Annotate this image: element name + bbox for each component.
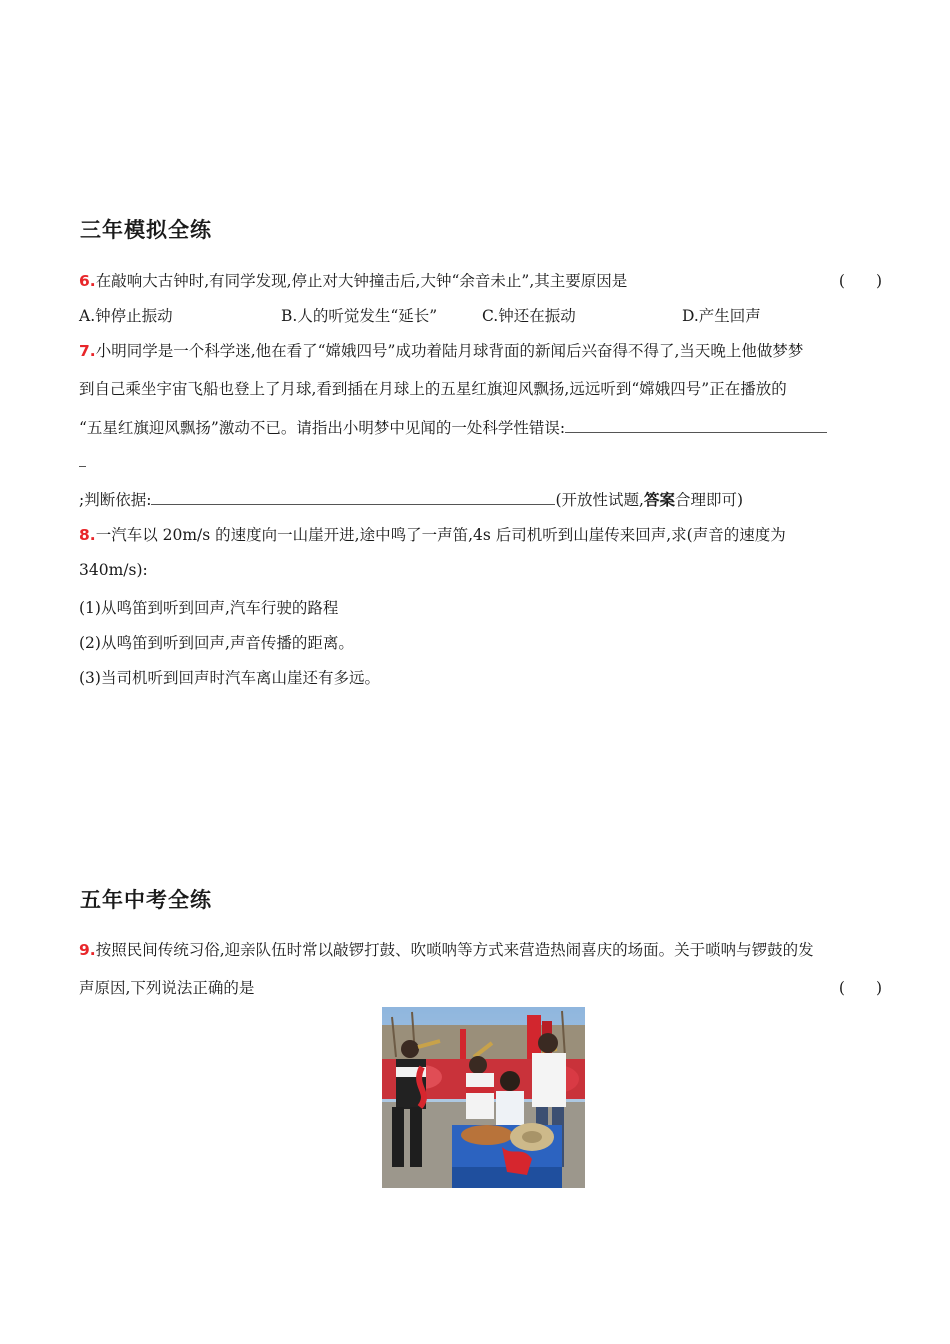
question-6-text: 在敲响大古钟时,有同学发现,停止对大钟撞击后,大钟“余音未止”,其主要原因是 — [95, 272, 628, 290]
question-9-line-1 — [79, 938, 814, 960]
question-8-text-1: 一汽车以 20m/s 的速度向一山崖开进,途中鸣了一声笛,4s 后司机听到山崖传来回声,求(声音的速度为 — [95, 526, 786, 544]
question-9-line-2: 声原因,下列说法正确的是 — [79, 979, 255, 997]
question-6-answer-paren: ( ) — [838, 272, 882, 290]
question-6-option-c: C.钟还在振动 — [482, 307, 576, 325]
basis-answer-blank[interactable] — [151, 490, 555, 505]
question-8-number: 8. — [79, 526, 96, 544]
answer-word: 答案 — [643, 491, 675, 509]
error-answer-blank[interactable] — [565, 418, 827, 433]
question-7-line-1 — [79, 339, 803, 361]
question-9-text-1: 按照民间传统习俗,迎亲队伍时常以敲锣打鼓、吹唢呐等方式来营造热闹喜庆的场面。关于唢呐与锣鼓的发 — [95, 941, 814, 959]
error-answer-blank-continued[interactable] — [79, 452, 86, 471]
question-6 — [79, 269, 627, 291]
basis-label: ;判断依据: — [79, 491, 152, 509]
question-6-option-d: D.产生回声 — [682, 307, 761, 325]
open-question-note-end: 合理即可) — [674, 491, 744, 509]
question-9-number: 9. — [79, 941, 96, 959]
section-title-three-year: 三年模拟全练 — [80, 218, 212, 242]
question-8-line-2: 340m/s): — [79, 561, 148, 579]
question-9-answer-paren: ( ) — [838, 979, 882, 997]
section-title-five-year: 五年中考全练 — [80, 888, 212, 912]
question-6-number: 6. — [79, 272, 96, 290]
question-7-text-1: 小明同学是一个科学迷,他在看了“嫦娥四号”成功着陆月球背面的新闻后兴奋得不得了,当天晚上他做梦梦 — [95, 342, 804, 360]
question-7-number: 7. — [79, 342, 96, 360]
question-7-line-2: 到自己乘坐宇宙飞船也登上了月球,看到插在月球上的五星红旗迎风飘扬,远远听到“嫦娥四号”正在播放的 — [79, 380, 787, 398]
wedding-procession-photo — [382, 1007, 585, 1188]
question-8-sub-2: (2)从鸣笛到听到回声,声音传播的距离。 — [79, 634, 354, 652]
question-8-line-1 — [79, 523, 786, 545]
question-7-line-3 — [79, 416, 827, 438]
question-6-option-b: B.人的听觉发生“延长” — [281, 307, 438, 325]
question-6-option-a: A.钟停止振动 — [79, 307, 173, 325]
question-7-basis-line — [79, 488, 743, 510]
question-8-sub-1: (1)从鸣笛到听到回声,汽车行驶的路程 — [79, 599, 339, 617]
open-question-note: (开放性试题, — [555, 491, 644, 509]
question-8-sub-3: (3)当司机听到回声时汽车离山崖还有多远。 — [79, 669, 380, 687]
question-7-text-3: “五星红旗迎风飘扬”激动不已。请指出小明梦中见闻的一处科学性错误: — [79, 419, 566, 437]
